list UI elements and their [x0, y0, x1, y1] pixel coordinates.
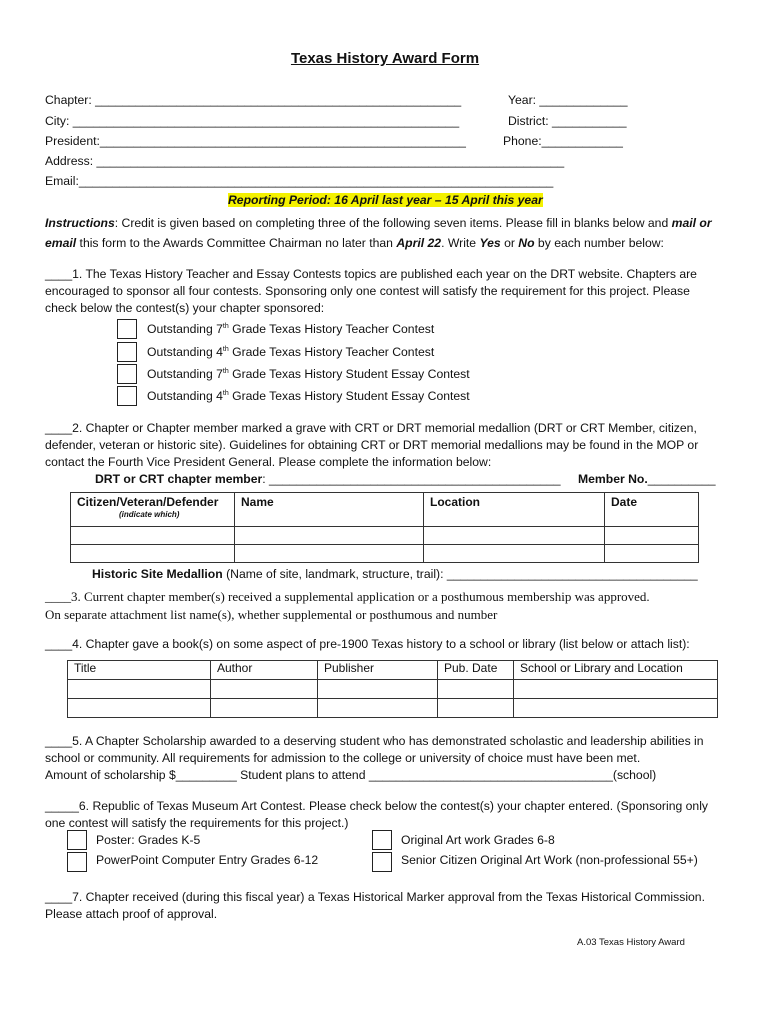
table-header: Location — [424, 493, 605, 527]
reporting-period: Reporting Period: 16 April last year – 15 April this year — [228, 193, 543, 207]
item1-text: ____1. The Texas History Teacher and Essay Contests topics are published each year on the DRT website. Chapters are encouraged to sponsor all four contests. Sponsoring only one contest will satisfy the requirement for this project. Please check below the contest(s) your chapter sponsored: — [45, 267, 697, 315]
instructions: Instructions: Credit is given based on completing three of the following seven items. Please fill in blanks below and mail or email this form to the Awards Committee Chairman no later than April 22. Write Yes or No by each number below: — [45, 216, 712, 250]
year-field[interactable]: Year: _____________ — [508, 93, 628, 107]
contest-label: Outstanding 4th Grade Texas History Student Essay Contest — [147, 389, 470, 403]
member-no-line[interactable]: Member No.__________ — [578, 472, 716, 486]
book-table — [67, 660, 718, 718]
table-header: Name — [235, 493, 424, 527]
table-row[interactable] — [68, 699, 718, 718]
district-field[interactable]: District: ___________ — [508, 114, 627, 128]
art-checkbox[interactable] — [67, 830, 87, 850]
footer-label: A.03 Texas History Award — [577, 937, 685, 948]
table-header: Title — [68, 661, 211, 680]
art-label: PowerPoint Computer Entry Grades 6-12 — [96, 853, 319, 867]
historic-site-line[interactable]: Historic Site Medallion (Name of site, landmark, structure, trail): _____________________________________ — [92, 567, 698, 581]
chapter-field[interactable]: Chapter: ______________________________________________________ — [45, 93, 462, 107]
table-row[interactable] — [68, 680, 718, 699]
contest-checkbox[interactable] — [117, 342, 137, 362]
art-label: Senior Citizen Original Art Work (non-professional 55+) — [401, 853, 698, 867]
table-header: School or Library and Location — [514, 661, 718, 680]
art-checkbox[interactable] — [372, 830, 392, 850]
address-field[interactable]: Address: _____________________________________________________________________ — [45, 154, 565, 168]
table-row[interactable] — [71, 545, 699, 563]
contest-checkbox[interactable] — [117, 386, 137, 406]
table-header: Citizen/Veteran/Defender (indicate which) — [71, 493, 235, 527]
table-row[interactable] — [71, 527, 699, 545]
table-header: Publisher — [318, 661, 438, 680]
contest-label: Outstanding 7th Grade Texas History Student Essay Contest — [147, 367, 470, 381]
grave-table — [70, 492, 699, 563]
city-field[interactable]: City: _________________________________________________________ — [45, 114, 460, 128]
item2-text: ____2. Chapter or Chapter member marked a grave with CRT or DRT memorial medallion (DRT or CRT Member, citizen, defender, veteran or historic site). Guidelines for obtaining CRT or DRT memorial medallions may be found in the MOP or contact the Fourth Vice President General. Please complete the information below: — [45, 421, 699, 469]
contest-label: Outstanding 4th Grade Texas History Teacher Contest — [147, 345, 435, 359]
art-label: Original Art work Grades 6-8 — [401, 833, 555, 847]
contest-checkbox[interactable] — [117, 364, 137, 384]
item5-text: ____5. A Chapter Scholarship awarded to a deserving student who has demonstrated scholastic and leadership abilities in school or community. All requirements for admission to the college or university of choice must have been met. — [45, 734, 704, 765]
item3-line1: ____3. Current chapter member(s) received a supplemental application or a posthumous membership was approved. — [45, 589, 650, 604]
email-field[interactable]: Email:______________________________________________________________________ — [45, 174, 554, 188]
art-checkbox[interactable] — [67, 852, 87, 872]
table-header: Pub. Date — [438, 661, 514, 680]
art-checkbox[interactable] — [372, 852, 392, 872]
contest-label: Outstanding 7th Grade Texas History Teacher Contest — [147, 322, 435, 336]
item3-line2: On separate attachment list name(s), whether supplemental or posthumous and number — [45, 607, 498, 622]
form-title: Texas History Award Form — [290, 50, 480, 67]
item4-text: ____4. Chapter gave a book(s) on some aspect of pre-1900 Texas history to a school or library (list below or attach list): — [45, 637, 690, 651]
table-header: Date — [605, 493, 699, 527]
phone-field[interactable]: Phone:____________ — [503, 134, 623, 148]
member-line[interactable]: DRT or CRT chapter member: ___________________________________________ — [95, 472, 561, 486]
item7-text: ____7. Chapter received (during this fiscal year) a Texas Historical Marker approval from the Texas Historical Commission. Please attach proof of approval. — [45, 890, 705, 921]
president-field[interactable]: President:______________________________________________________ — [45, 134, 466, 148]
table-header: Author — [211, 661, 318, 680]
item6-text: _____6. Republic of Texas Museum Art Contest. Please check below the contest(s) your chapter entered. (Sponsoring only one contest will satisfy the requirements for this project.) — [45, 799, 709, 830]
art-label: Poster: Grades K-5 — [96, 833, 201, 847]
scholarship-line[interactable]: Amount of scholarship $_________ Student plans to attend ____________________________________(school) — [45, 768, 657, 782]
contest-checkbox[interactable] — [117, 319, 137, 339]
